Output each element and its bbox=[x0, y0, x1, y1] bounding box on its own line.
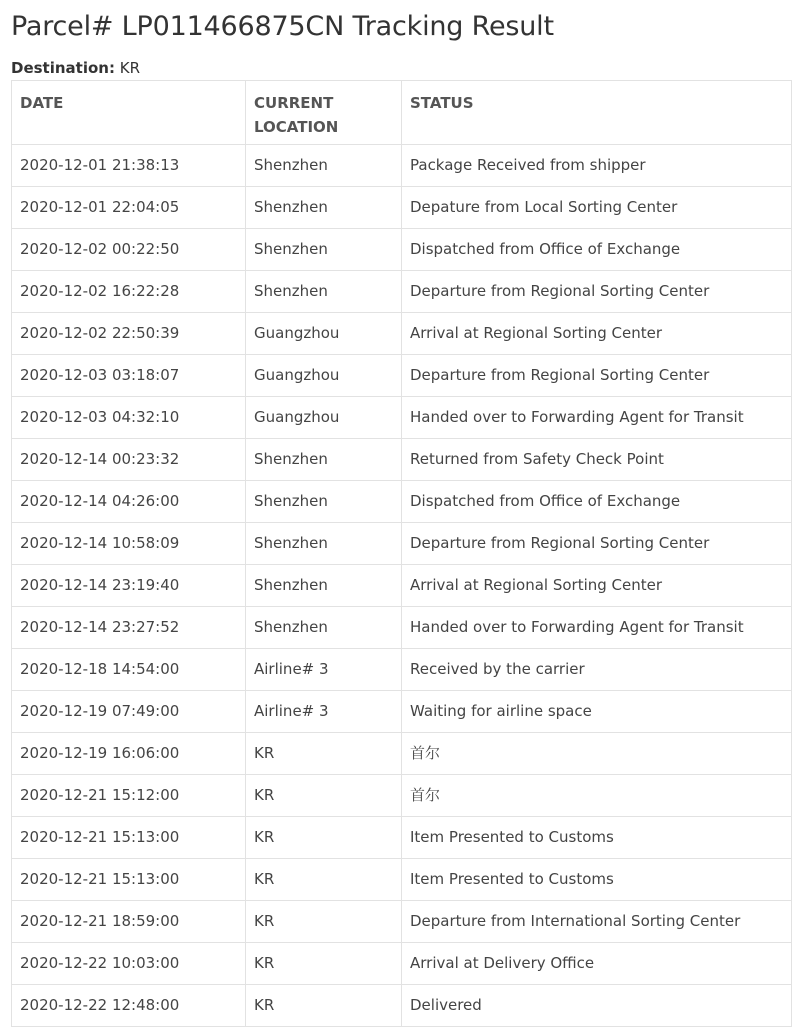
tracking-table-body bbox=[12, 145, 792, 1027]
status-cell: Departure from Regional Sorting Center bbox=[402, 355, 792, 397]
table-header-row bbox=[12, 81, 792, 145]
date-cell: 2020-12-21 15:13:00 bbox=[12, 859, 246, 901]
status-cell: Handed over to Forwarding Agent for Transit bbox=[402, 607, 792, 649]
table-row bbox=[12, 523, 792, 565]
location-cell: KR bbox=[246, 901, 402, 943]
date-cell: 2020-12-02 16:22:28 bbox=[12, 271, 246, 313]
table-row bbox=[12, 187, 792, 229]
location-cell: Shenzhen bbox=[246, 271, 402, 313]
table-row bbox=[12, 481, 792, 523]
location-cell: KR bbox=[246, 985, 402, 1027]
date-cell: 2020-12-01 22:04:05 bbox=[12, 187, 246, 229]
location-cell: Guangzhou bbox=[246, 397, 402, 439]
status-cell: Arrival at Regional Sorting Center bbox=[402, 313, 792, 355]
destination-line bbox=[11, 58, 140, 78]
location-cell: Shenzhen bbox=[246, 439, 402, 481]
location-cell: Shenzhen bbox=[246, 187, 402, 229]
table-row bbox=[12, 313, 792, 355]
location-cell: Guangzhou bbox=[246, 355, 402, 397]
status-cell: Item Presented to Customs bbox=[402, 859, 792, 901]
status-cell: Handed over to Forwarding Agent for Transit bbox=[402, 397, 792, 439]
table-row bbox=[12, 943, 792, 985]
location-cell: KR bbox=[246, 943, 402, 985]
table-row bbox=[12, 355, 792, 397]
location-cell: Shenzhen bbox=[246, 481, 402, 523]
status-cell: Departure from Regional Sorting Center bbox=[402, 523, 792, 565]
date-cell: 2020-12-18 14:54:00 bbox=[12, 649, 246, 691]
table-row bbox=[12, 901, 792, 943]
date-cell: 2020-12-22 10:03:00 bbox=[12, 943, 246, 985]
status-cell: Dispatched from Office of Exchange bbox=[402, 481, 792, 523]
status-cell: Received by the carrier bbox=[402, 649, 792, 691]
date-cell: 2020-12-21 15:12:00 bbox=[12, 775, 246, 817]
date-cell: 2020-12-14 23:19:40 bbox=[12, 565, 246, 607]
table-row bbox=[12, 229, 792, 271]
date-cell: 2020-12-02 00:22:50 bbox=[12, 229, 246, 271]
table-row bbox=[12, 439, 792, 481]
table-row bbox=[12, 775, 792, 817]
table-row bbox=[12, 985, 792, 1027]
date-cell: 2020-12-02 22:50:39 bbox=[12, 313, 246, 355]
location-cell: KR bbox=[246, 775, 402, 817]
status-cell: Arrival at Regional Sorting Center bbox=[402, 565, 792, 607]
table-row bbox=[12, 733, 792, 775]
date-cell: 2020-12-03 04:32:10 bbox=[12, 397, 246, 439]
date-cell: 2020-12-01 21:38:13 bbox=[12, 145, 246, 187]
destination-label: Destination: bbox=[11, 59, 115, 77]
location-cell: Airline# 3 bbox=[246, 649, 402, 691]
location-cell: Airline# 3 bbox=[246, 691, 402, 733]
location-cell: KR bbox=[246, 733, 402, 775]
date-cell: 2020-12-22 12:48:00 bbox=[12, 985, 246, 1027]
status-cell: Delivered bbox=[402, 985, 792, 1027]
date-cell: 2020-12-21 15:13:00 bbox=[12, 817, 246, 859]
location-cell: Shenzhen bbox=[246, 607, 402, 649]
location-cell: Shenzhen bbox=[246, 523, 402, 565]
status-cell: Departure from International Sorting Center bbox=[402, 901, 792, 943]
table-row bbox=[12, 859, 792, 901]
date-cell: 2020-12-14 04:26:00 bbox=[12, 481, 246, 523]
column-header-status: STATUS bbox=[402, 81, 792, 145]
table-row bbox=[12, 607, 792, 649]
status-cell: Package Received from shipper bbox=[402, 145, 792, 187]
location-cell: Guangzhou bbox=[246, 313, 402, 355]
date-cell: 2020-12-19 16:06:00 bbox=[12, 733, 246, 775]
location-cell: Shenzhen bbox=[246, 145, 402, 187]
location-cell: Shenzhen bbox=[246, 565, 402, 607]
status-cell: Depature from Local Sorting Center bbox=[402, 187, 792, 229]
column-header-date: DATE bbox=[12, 81, 246, 145]
status-cell: Returned from Safety Check Point bbox=[402, 439, 792, 481]
table-row bbox=[12, 565, 792, 607]
column-header-location: CURRENT LOCATION bbox=[246, 81, 402, 145]
date-cell: 2020-12-14 10:58:09 bbox=[12, 523, 246, 565]
location-cell: KR bbox=[246, 817, 402, 859]
status-cell: 首尔 bbox=[402, 775, 792, 817]
date-cell: 2020-12-14 23:27:52 bbox=[12, 607, 246, 649]
location-cell: KR bbox=[246, 859, 402, 901]
table-row bbox=[12, 817, 792, 859]
destination-value: KR bbox=[119, 59, 141, 77]
page-title: Parcel# LP011466875CN Tracking Result bbox=[11, 11, 554, 42]
date-cell: 2020-12-14 00:23:32 bbox=[12, 439, 246, 481]
tracking-table bbox=[11, 80, 792, 1027]
table-row bbox=[12, 271, 792, 313]
table-row bbox=[12, 397, 792, 439]
status-cell: Departure from Regional Sorting Center bbox=[402, 271, 792, 313]
status-cell: Dispatched from Office of Exchange bbox=[402, 229, 792, 271]
status-cell: Item Presented to Customs bbox=[402, 817, 792, 859]
status-cell: 首尔 bbox=[402, 733, 792, 775]
date-cell: 2020-12-21 18:59:00 bbox=[12, 901, 246, 943]
status-cell: Arrival at Delivery Office bbox=[402, 943, 792, 985]
table-row bbox=[12, 691, 792, 733]
table-row bbox=[12, 649, 792, 691]
date-cell: 2020-12-03 03:18:07 bbox=[12, 355, 246, 397]
table-row bbox=[12, 145, 792, 187]
location-cell: Shenzhen bbox=[246, 229, 402, 271]
status-cell: Waiting for airline space bbox=[402, 691, 792, 733]
date-cell: 2020-12-19 07:49:00 bbox=[12, 691, 246, 733]
